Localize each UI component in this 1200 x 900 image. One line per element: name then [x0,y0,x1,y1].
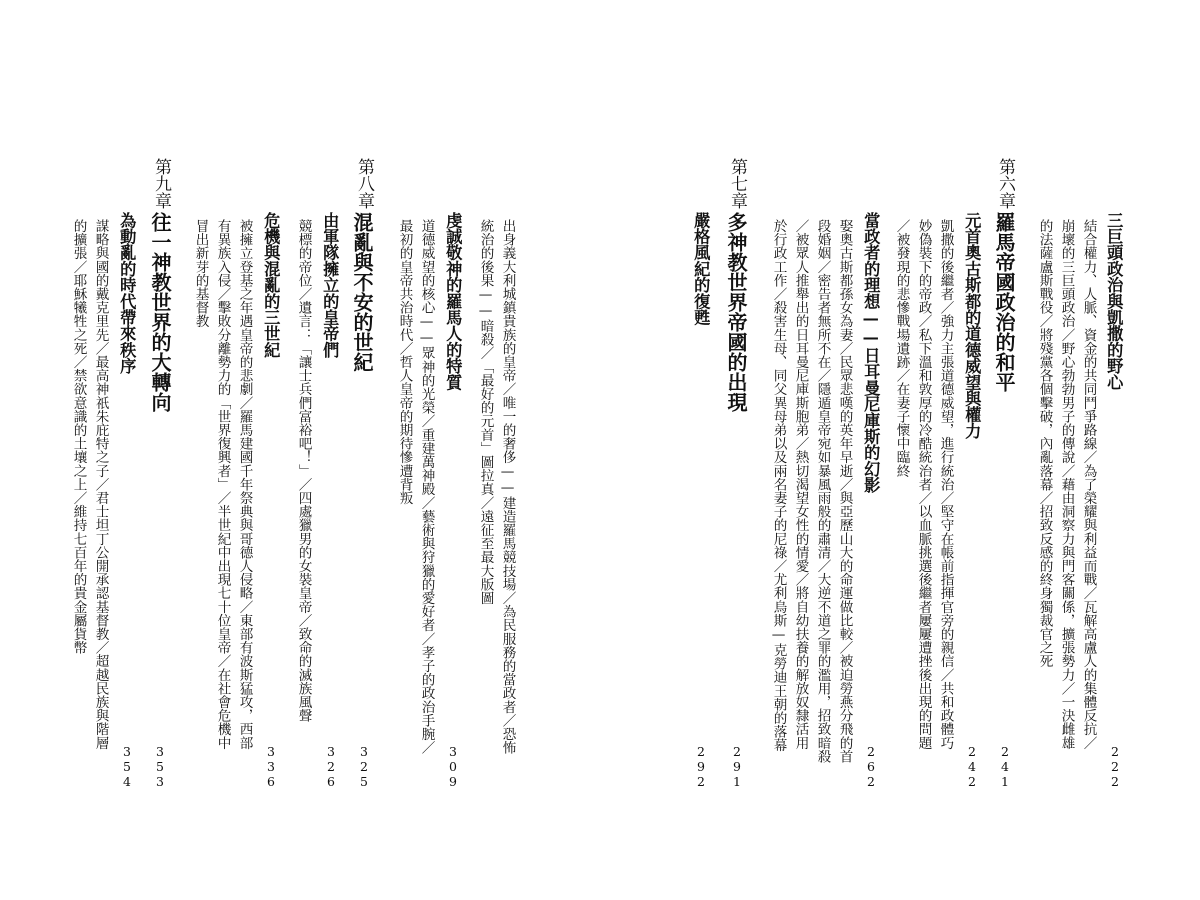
section-description: 凱撒的後繼者／強力主張道德威望，進行統治／堅守在帳前指揮官旁的親信／共和政體巧 [937,219,954,750]
section-description: 有異族入侵／擊敗分離勢力的「世界復興者」／半世紀中出現七十位皇帝／在社會危機中 [214,219,231,750]
section-title: 當政者的理想——日耳曼尼庫斯的幻影 [861,212,881,493]
page-number: 242 [964,744,980,789]
section-title: 危機與混亂的三世紀 [261,212,281,358]
section-description: 結合權力、人脈、資金的共同鬥爭路線／為了榮耀與利益而戰／瓦解高盧人的集體反抗／ [1080,219,1097,750]
page-number: 292 [693,744,709,789]
section-title: 三巨頭政治與凱撒的野心 [1104,212,1124,391]
section-description: 競標的帝位／遺言：「讓士兵們富裕吧！」／四處獵男的女裝皇帝／致命的滅族風聲 [295,219,312,723]
page-number: 353 [152,744,168,789]
section-description: 被擁立登基之年遇皇帝的悲劇／羅馬建國千年祭典與哥德人侵略／東部有波斯猛攻，西部 [236,219,253,750]
section-title: 元首奧古斯都的道德威望與權力 [962,212,982,439]
section-title: 嚴格風紀的復甦 [691,212,711,326]
section-description: ／被眾人推舉出的日耳曼尼庫斯胞弟／熱切渴望女性的情愛／將自幼扶養的解放奴隸活用 [792,219,809,750]
section-title: 為動亂的時代帶來秩序 [117,212,137,374]
chapter-label: 第九章 [151,158,171,209]
section-title: 虔誠敬神的羅馬人的特質 [443,212,463,391]
chapter-label: 第八章 [354,158,374,209]
section-description: 出身義大利城鎮貴族的皇帝／唯一的奢侈——建造羅馬競技場／為民服務的當政者／恐怖 [499,219,516,755]
page-number: 325 [356,744,372,789]
section-description: 的擴張／耶穌犧牲之死／禁欲意識的土壤之上／維持七百年的貴金屬貨幣 [70,219,87,655]
page-number: 336 [263,744,279,789]
page-number: 354 [119,744,135,789]
section-description: 最初的皇帝共治時代／哲人皇帝的期待慘遭背叛 [396,219,413,505]
page-number: 309 [445,744,461,789]
chapter-title: 往一神教世界的大轉向 [148,212,172,412]
section-description: 娶奧古斯都孫女為妻／民眾悲嘆的英年早逝／與亞歷山大的命運做比較／被迫勞燕分飛的首 [836,219,853,763]
chapter-title: 混亂與不安的世紀 [350,212,374,372]
page-number: 222 [1107,744,1123,789]
section-title: 由軍隊擁立的皇帝們 [320,212,340,358]
section-description: 段婚姻／密告者無所不在／隱遁皇帝宛如暴風雨般的肅清／大逆不道之罪的濫用，招致暗殺 [814,219,831,763]
section-description: 道德威望的核心——眾神的光榮／重建萬神殿／藝術與狩獵的愛好者／孝子的政治手腕／ [418,219,435,755]
page-number: 326 [323,744,339,789]
section-description: 妙偽裝下的帝政／私下溫和敦厚的冷酷統治者／以血脈挑選後繼者屢屢遭挫後出現的問題 [915,219,932,750]
section-description: 冒出新芽的基督教 [192,219,209,328]
section-description: ／被發現的悲慘戰場遺跡／在妻子懷中臨終 [893,219,910,478]
section-description: 統治的後果——暗殺／「最好的元首」圖拉真／遠征至最大版圖 [477,219,494,605]
page-number: 241 [997,744,1013,789]
page-number: 262 [863,744,879,789]
chapter-label: 第七章 [727,158,747,209]
chapter-label: 第六章 [995,158,1015,209]
page-number: 291 [729,744,745,789]
chapter-title: 羅馬帝國政治的和平 [992,212,1016,392]
section-description: 的法薩盧斯戰役／將殘黨各個擊破，內亂落幕／招致反感的終身獨裁官之死 [1036,219,1053,668]
right-page [600,0,1200,900]
section-description: 於行政工作／殺害生母、同父異母弟以及兩名妻子的尼祿／尤利烏斯—克勞迪王朝的落幕 [770,219,787,752]
chapter-title: 多神教世界帝國的出現 [724,212,748,412]
section-description: 崩壞的三巨頭政治／野心勃勃男子的傳說／藉由洞察力與門客關係，擴張勢力／一決雌雄 [1058,219,1075,750]
section-description: 謀略與國的戴克里先／最高神祇朱庇特之子／君士坦丁公開承認基督教／超越民族與階層 [92,219,109,750]
